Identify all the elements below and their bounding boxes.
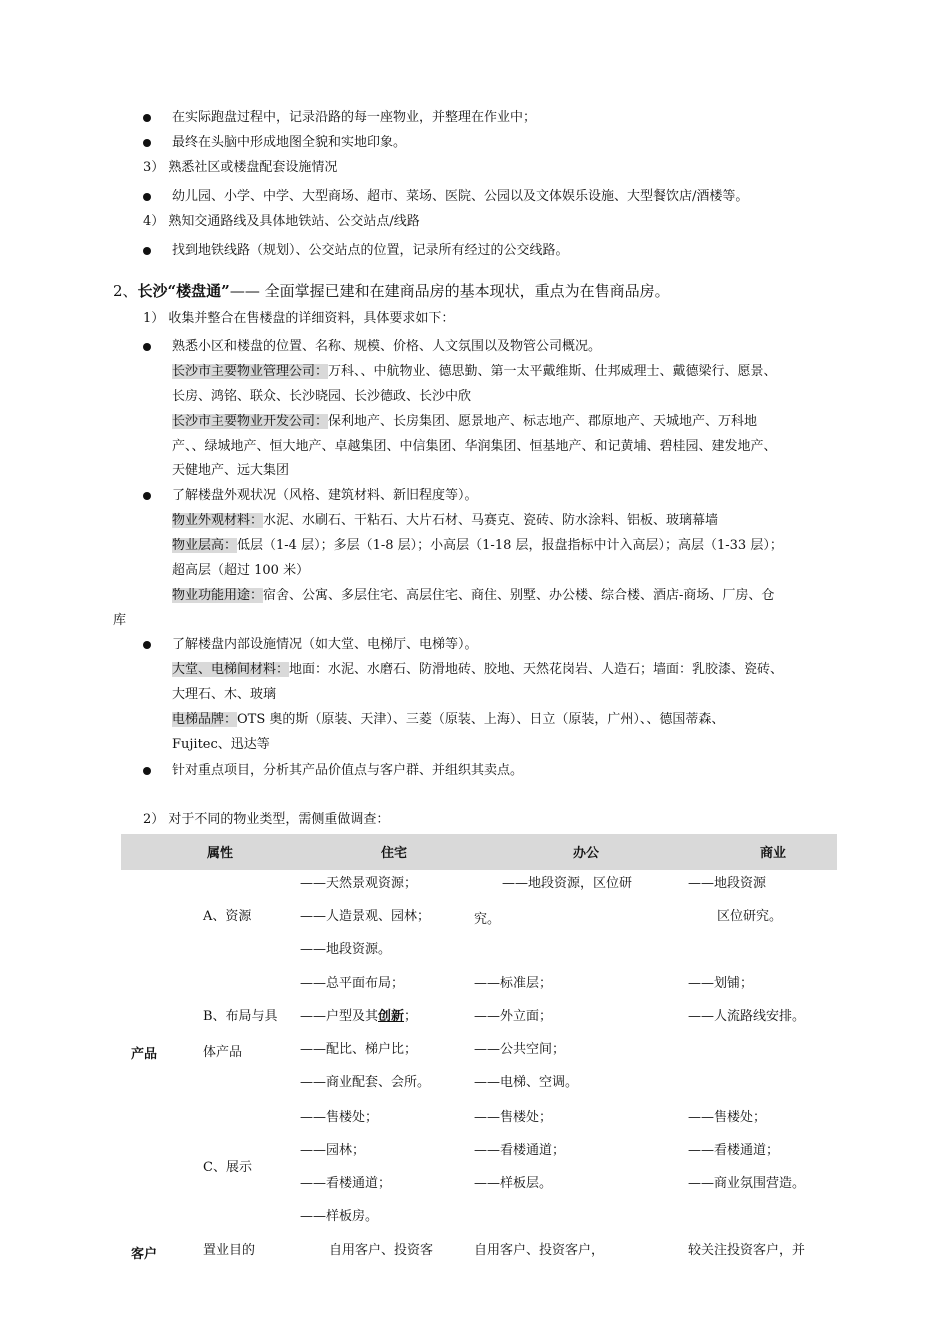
row-label-resources: A、资源: [203, 909, 252, 924]
bullet-icon: [143, 193, 151, 201]
bullet-text: 最终在头脑中形成地图全貌和实地印象。: [172, 135, 407, 150]
materials-text: 水泥、水刷石、干粘石、大片石材、马赛克、瓷砖、防水涂料、铝板、玻璃幕墙: [263, 513, 719, 528]
dev-companies: [172, 412, 757, 432]
bullet-icon: [143, 767, 151, 775]
numbered-item: 1） 收集并整合在售楼盘的详细资料，具体要求如下：: [143, 311, 455, 326]
table-cell: ——配比、梯户比；: [300, 1042, 418, 1057]
table-cell: ——电梯、空调。: [474, 1075, 579, 1090]
table-cell: ——划铺；: [688, 976, 754, 991]
table-cell: 自用客户、投资客户，: [474, 1243, 605, 1258]
bullet-text: 在实际跑盘过程中，记录沿路的每一座物业，并整理在作业中；: [172, 110, 537, 125]
lobby-label: 大堂、电梯间材料：: [172, 662, 290, 677]
numbered-item: 3） 熟悉社区或楼盘配套设施情况: [143, 160, 338, 175]
mgmt-text: 万科、、中航物业、德思勤、第一太平戴维斯、仕邦威理士、戴德梁行、愿景、: [328, 364, 777, 379]
mgmt-companies: [172, 362, 777, 382]
elevator-text-cont: Fujitec、迅达等: [172, 737, 270, 752]
table-cell: [300, 1007, 417, 1027]
property-uses: [172, 586, 774, 606]
table-cell: ——外立面；: [474, 1009, 553, 1024]
mgmt-label: 长沙市主要物业管理公司：: [172, 364, 329, 379]
table-cell: ——园林；: [300, 1143, 366, 1158]
header-commercial: 商业: [760, 846, 787, 861]
height-label: 物业层高：: [172, 538, 238, 553]
row-label-layout: B、布局与具: [203, 1009, 278, 1024]
table-cell: ——售楼处；: [300, 1110, 379, 1125]
table-cell: ——总平面布局；: [300, 976, 405, 991]
table-cell: 究。: [474, 912, 501, 927]
lobby-materials: [172, 660, 783, 680]
table-cell: ——售楼处；: [688, 1110, 767, 1125]
floor-heights: [172, 536, 783, 556]
elevator-label: 电梯品牌：: [172, 712, 238, 727]
height-text-cont: 超高层（超过 100 米）: [172, 563, 310, 578]
bullet-icon: [143, 641, 151, 649]
bullet-icon: [143, 492, 151, 500]
table-cell: ——公共空间；: [474, 1042, 566, 1057]
dev-text: 保利地产、长房集团、愿景地产、标志地产、郡原地产、天城地产、万科地: [328, 414, 758, 429]
lobby-text: 地面：水泥、水磨石、防滑地砖、胶地、天然花岗岩、人造石；墙面：乳胶漆、瓷砖、: [289, 662, 784, 677]
numbered-item: 4） 熟知交通路线及具体地铁站、公交站点/线路: [143, 214, 420, 229]
table-cell: 自用客户、投资客: [329, 1243, 434, 1258]
bullet-text: 幼儿园、小学、中学、大型商场、超市、菜场、医院、公园以及文体娱乐设施、大型餐饮店/酒楼等。: [172, 189, 749, 204]
elevator-brands: [172, 710, 724, 730]
table-cell: ——天然景观资源；: [300, 876, 418, 891]
lobby-text-cont: 大理石、木、玻璃: [172, 687, 277, 702]
bullet-text: 了解楼盘内部设施情况（如大堂、电梯厅、电梯等）。: [172, 637, 478, 652]
elevator-text: OTS 奥的斯（原装、天津）、三菱（原装、上海）、日立（原装，广州）、、德国蒂森、: [237, 712, 725, 727]
header-residential: 住宅: [381, 846, 408, 861]
table-cell: ——看楼通道；: [300, 1176, 392, 1191]
table-cell: ——人造景观、园林；: [300, 909, 431, 924]
bullet-text: 熟悉小区和楼盘的位置、名称、规模、价格、人文氛围以及物管公司概况。: [172, 339, 602, 354]
section-number: 2、: [113, 282, 138, 300]
header-attribute: 属性: [207, 846, 234, 861]
table-cell: ——标准层；: [474, 976, 553, 991]
section-subtitle: —— 全面掌握已建和在建商品房的基本现状，重点为在售商品房。: [229, 282, 670, 300]
bullet-icon: [143, 114, 151, 122]
bullet-text: 找到地铁线路（规划）、公交站点的位置，记录所有经过的公交线路。: [172, 243, 569, 258]
section-heading: [113, 281, 670, 301]
exterior-materials: [172, 511, 718, 531]
table-cell: ——售楼处；: [474, 1110, 553, 1125]
table-cell: ——人流路线安排。: [688, 1009, 806, 1024]
table-cell: ——商业配套、会所。: [300, 1075, 431, 1090]
materials-label: 物业外观材料：: [172, 513, 264, 528]
use-text-cont: 库: [113, 613, 127, 628]
table-cell: 区位研究。: [717, 909, 783, 924]
table-cell: ——地段资源: [688, 876, 767, 891]
header-office: 办公: [573, 846, 600, 861]
use-text: 宿舍、公寓、多层住宅、高层住宅、商住、别墅、办公楼、综合楼、酒店-商场、厂房、仓: [263, 588, 775, 603]
bullet-icon: [143, 139, 151, 147]
row-label-purpose: 置业目的: [203, 1243, 256, 1258]
bullet-icon: [143, 247, 151, 255]
numbered-item: 2） 对于不同的物业类型，需侧重做调查：: [143, 812, 390, 827]
row-label-display: C、展示: [203, 1160, 252, 1175]
height-text: 低层（1-4 层）；多层（1-8 层）；小高层（1-18 层，报盘指标中计入高层）；高层（1-33 层）；: [237, 538, 783, 553]
table-cell: ——看楼通道；: [474, 1143, 566, 1158]
bullet-text: 了解楼盘外观状况（风格、建筑材料、新旧程度等）。: [172, 488, 478, 503]
row-label-layout-cont: 体产品: [203, 1045, 243, 1060]
table-cell: ——地段资源。: [300, 942, 392, 957]
table-cell: ——地段资源，区位研: [502, 876, 633, 891]
dev-label: 长沙市主要物业开发公司：: [172, 414, 329, 429]
section-title: 长沙“楼盘通”: [137, 282, 230, 300]
table-cell: 较关注投资客户，并: [688, 1243, 806, 1258]
table-cell: ——样板房。: [300, 1209, 379, 1224]
table-cell: ——商业氛围营造。: [688, 1176, 806, 1191]
cell-text: ；: [404, 1009, 418, 1024]
bullet-icon: [143, 343, 151, 351]
table-cell: ——看楼通道；: [688, 1143, 780, 1158]
dev-text-cont: 天健地产、远大集团: [172, 463, 290, 478]
bullet-text: 针对重点项目，分析其产品价值点与客户群、并组织其卖点。: [172, 763, 524, 778]
innovation-text: 创新: [378, 1009, 405, 1024]
row-group-customer: 客户: [131, 1247, 158, 1262]
cell-text: ——户型及其: [300, 1009, 379, 1024]
table-cell: ——样板层。: [474, 1176, 553, 1191]
use-label: 物业功能用途：: [172, 588, 264, 603]
row-group-product: 产品: [131, 1047, 158, 1062]
dev-text-cont: 产、、绿城地产、恒大地产、卓越集团、中信集团、华润集团、恒基地产、和记黄埔、碧桂园、建发地产、: [172, 439, 777, 454]
mgmt-text-cont: 长房、鸿铭、联众、长沙晓园、长沙德政、长沙中欣: [172, 389, 472, 404]
